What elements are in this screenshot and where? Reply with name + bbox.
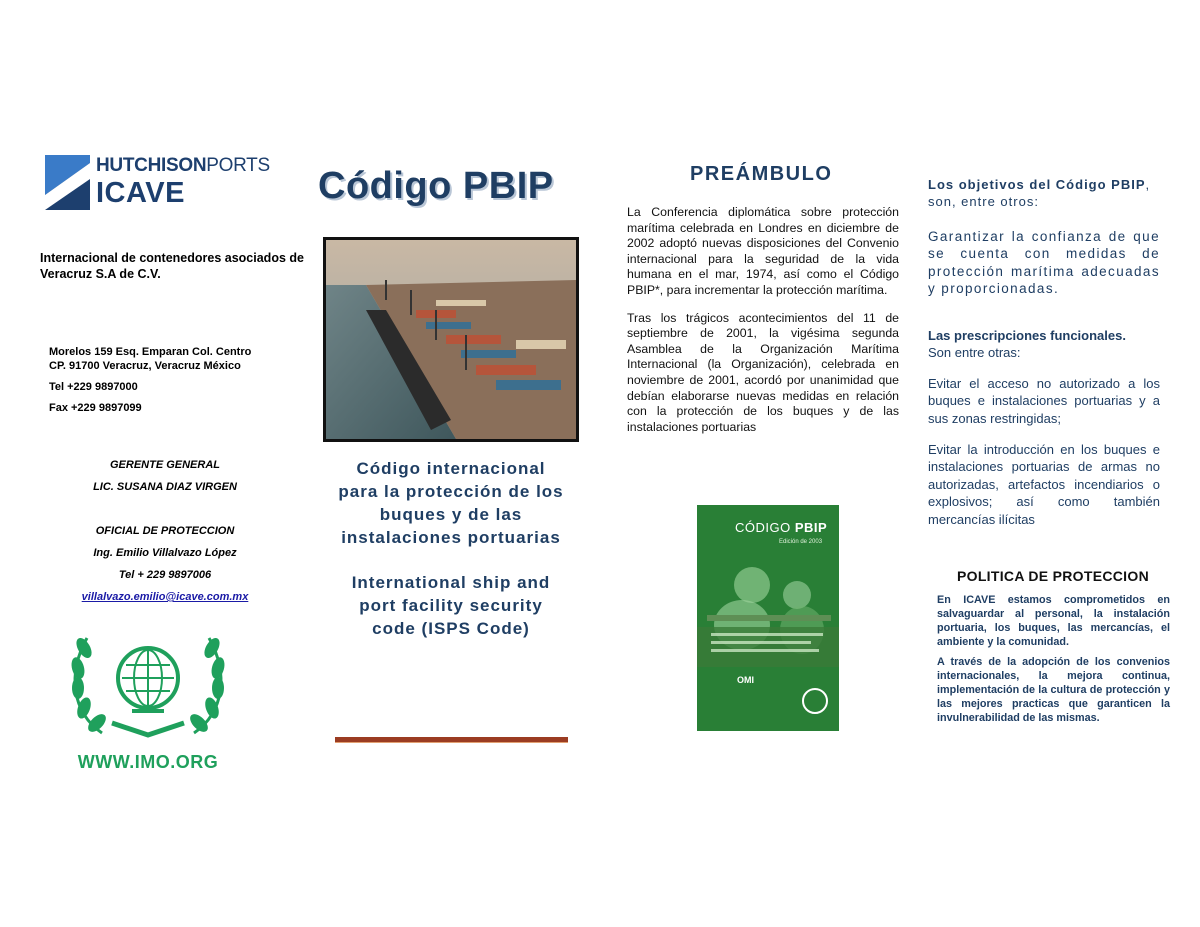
logo-brand-light: PORTS <box>206 155 270 176</box>
divider-rule <box>335 737 568 743</box>
hutchison-logo-icon <box>45 155 90 210</box>
address-line2: CP. 91700 Veracruz, Veracruz México <box>49 360 241 372</box>
logo-name: ICAVE <box>96 177 185 209</box>
officer-email-link[interactable]: villalvazo.emilio@icave.com.mx <box>81 591 249 603</box>
policy-text <box>937 593 1170 731</box>
objectives-heading-bold: Los objetivos del Código PBIP <box>928 177 1146 192</box>
policy-paragraph-2: A través de la adopción de los convenios internacionales, la mejora continua, implementación de la cultura de protección y las mejores practicas que garanticen la invulnerabilidad de las mismas. <box>937 656 1170 724</box>
policy-paragraph-1: En ICAVE estamos comprometidos en salvaguardar al personal, la instalación portuaria, los buques, las mercancías, el ambiente y la comunidad. <box>937 594 1170 648</box>
officer-name: Ing. Emilio Villalvazo López <box>93 547 237 559</box>
cover-subtitle <box>335 457 567 640</box>
officer-phone: Tel + 229 9897006 <box>118 569 212 581</box>
preamble-paragraph-2: Tras los trágicos acontecimientos del 11 de septiembre de 2001, la vigésima segunda Asamblea de la Organización Marítima Internacional (la Organización), celebrada en noviembre de 2001, acordó por unanimidad que debían elaborarse nuevas medidas en relación con la protección de los buques y de las instalaciones portuarias <box>627 310 899 434</box>
cover-title: Código PBIP <box>318 165 554 207</box>
book-edition: Edición de 2003 <box>779 539 823 545</box>
address-block <box>49 345 309 415</box>
book-title-light: CÓDIGO <box>735 520 791 535</box>
prescription-item-2: Evitar la introducción en los buques e instalaciones portuarias de armas no autorizadas, artefactos incendiarios o explosivos; así como también mercancías ilícitas <box>928 442 1160 527</box>
address-fax: Fax +229 9897099 <box>49 402 142 414</box>
gm-title: GERENTE GENERAL <box>109 459 220 471</box>
policy-title: POLITICA DE PROTECCION <box>957 568 1149 584</box>
objectives-heading <box>928 176 1160 211</box>
subtitle-spanish: Código internacional para la protección de los buques y de las instalaciones portuarias <box>338 459 564 547</box>
book-title-bold: PBIP <box>794 520 828 535</box>
imo-emblem-icon <box>62 623 234 743</box>
preamble-paragraph-1: La Conferencia diplomática sobre protección marítima celebrada en Londres en diciembre de 2002 adoptó nuevas disposiciones del Convenio internacional para la seguridad de la vida humana en el mar, 1974, así como el Código PBIP*, para incrementar la protección marítima. <box>627 205 899 297</box>
prescription-item-1: Evitar el acceso no autorizado a los buques e instalaciones portuarias y a sus zonas restringidas; <box>928 376 1160 426</box>
address-line1: Morelos 159 Esq. Emparan Col. Centro <box>49 346 252 358</box>
logo-brand-bold: HUTCHISON <box>96 155 207 176</box>
prescriptions-sub: Son entre otras: <box>928 345 1021 361</box>
officer-title: OFICIAL DE PROTECCION <box>95 525 235 537</box>
objectives-heading-rest: , son, entre otros: <box>928 177 1151 210</box>
book-publisher: OMI <box>737 675 754 685</box>
address-phone: Tel +229 9897000 <box>49 381 138 393</box>
company-name: Internacional de contenedores asociados de Veracruz S.A de C.V. <box>40 251 304 281</box>
prescriptions-title: Las prescripciones funcionales. <box>928 328 1126 343</box>
port-photo <box>323 237 579 442</box>
subtitle-english: International ship and port facility security code (ISPS Code) <box>351 573 551 638</box>
staff-block <box>45 454 285 608</box>
book-title <box>735 520 827 535</box>
preamble-title: PREÁMBULO <box>690 163 833 185</box>
logo-brand <box>96 155 270 177</box>
book-cover-image <box>697 505 839 731</box>
gm-name: LIC. SUSANA DIAZ VIRGEN <box>93 481 237 493</box>
preamble-text <box>627 205 899 447</box>
imo-url[interactable]: WWW.IMO.ORG <box>77 752 219 772</box>
objectives-body: Garantizar la confianza de que se cuenta con medidas de protección marítima adecuadas y proporcionadas. <box>928 229 1160 297</box>
prescriptions-heading <box>928 327 1160 362</box>
